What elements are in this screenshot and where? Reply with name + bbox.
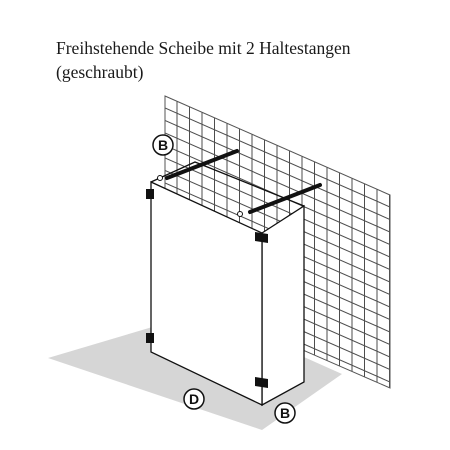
screw-hole-left — [158, 176, 163, 181]
bracket-top-left — [146, 189, 154, 199]
caption-line-1: Freihstehende Scheibe mit 2 Haltestangen — [56, 38, 351, 58]
caption-line-2: (geschraubt) — [56, 62, 144, 82]
label-b-bottom — [275, 403, 295, 423]
screw-hole-right — [238, 212, 243, 217]
svg-text:B: B — [157, 137, 169, 153]
label-d — [184, 389, 204, 409]
side-glass-panel — [262, 206, 304, 405]
bracket-bottom-left — [146, 333, 154, 343]
svg-text:D: D — [188, 391, 200, 407]
label-b-top — [153, 135, 173, 155]
svg-text:B: B — [279, 405, 291, 421]
